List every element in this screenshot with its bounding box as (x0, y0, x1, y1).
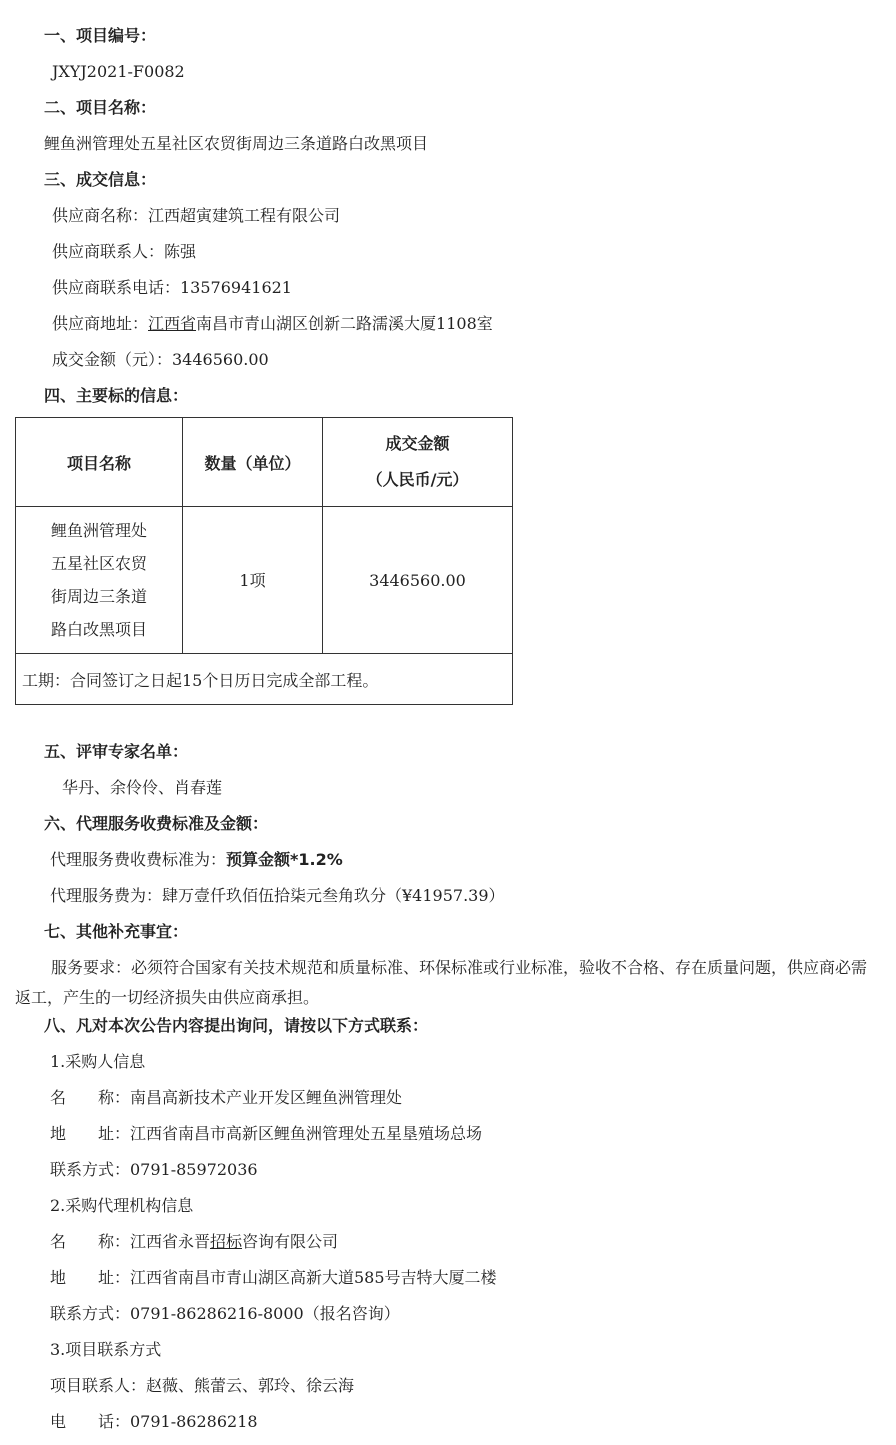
agent-name-post: 咨询有限公司 (242, 1232, 339, 1251)
section-title-project-name: 二、项目名称： (44, 98, 157, 117)
fee-standard (50, 849, 343, 871)
cell-name-line: 鲤鱼洲管理处 (50, 521, 147, 540)
supplier-address-link[interactable]: 江西省 (148, 314, 197, 333)
cell-quantity: 1项 (183, 507, 323, 654)
cell-name-line: 路白改黑项目 (50, 620, 147, 639)
agent-phone: 联系方式：0791-86286216-8000（报名咨询） (50, 1304, 400, 1323)
buyer-name: 名 称：南昌高新技术产业开发区鲤鱼洲管理处 (50, 1088, 403, 1107)
section-title-award-info: 三、成交信息： (44, 170, 157, 189)
supplier-address (52, 313, 493, 335)
project-contact-header: 3.项目联系方式 (50, 1340, 162, 1359)
cell-amount: 3446560.00 (323, 507, 513, 654)
award-amount: 成交金额（元）：3446560.00 (52, 350, 269, 369)
project-contacts: 项目联系人：赵薇、熊蕾云、郭玲、徐云海 (50, 1376, 355, 1395)
supplier-contact: 供应商联系人：陈强 (52, 242, 197, 261)
duration-note: 工期：合同签订之日起15个日历日完成全部工程。 (16, 654, 513, 705)
table-row (16, 507, 513, 654)
section-title-project-no: 一、项目编号： (44, 26, 157, 45)
section-title-other: 七、其他补充事宜： (44, 922, 189, 941)
main-subject-table (15, 417, 513, 705)
section-title-main-subject: 四、主要标的信息： (44, 386, 189, 405)
buyer-address: 地 址：江西省南昌市高新区鲤鱼洲管理处五星垦殖场总场 (50, 1124, 483, 1143)
buyer-phone: 联系方式：0791-85972036 (50, 1160, 258, 1179)
agent-name-pre: 名 称：江西省永晋 (50, 1232, 211, 1251)
fee-amount: 代理服务费为：肆万壹仟玖佰伍拾柒元叁角玖分（¥41957.39） (50, 886, 505, 905)
expert-list: 华丹、余伶伶、肖春莲 (62, 778, 223, 797)
section-title-agency-fee: 六、代理服务收费标准及金额： (44, 814, 269, 833)
fee-standard-label: 代理服务费收费标准为： (50, 850, 227, 869)
cell-name-line: 街周边三条道 (50, 587, 147, 606)
project-number: JXYJ2021-F0082 (52, 62, 185, 81)
project-name: 鲤鱼洲管理处五星社区农贸街周边三条道路白改黑项目 (44, 134, 429, 153)
supplier-address-rest: 南昌市青山湖区创新二路濡溪大厦1108室 (196, 314, 493, 333)
cell-name-line: 五星社区农贸 (50, 554, 147, 573)
supplier-address-label: 供应商地址： (52, 314, 149, 333)
col-header-name: 项目名称 (16, 418, 183, 507)
agent-header: 2.采购代理机构信息 (50, 1196, 194, 1215)
col-header-qty: 数量（单位） (183, 418, 323, 507)
section-title-experts: 五、评审专家名单： (44, 742, 189, 761)
buyer-header: 1.采购人信息 (50, 1052, 146, 1071)
supplier-name: 供应商名称：江西超寅建筑工程有限公司 (52, 206, 341, 225)
col-header-amount (323, 418, 513, 507)
col-header-amount-line2: （人民币/元） (366, 470, 469, 489)
fee-standard-value: 预算金额*1.2% (226, 850, 343, 869)
project-phone: 电 话：0791-86286218 (50, 1412, 258, 1431)
col-header-amount-line1: 成交金额 (385, 434, 450, 453)
service-requirements: 服务要求：必须符合国家有关技术规范和质量标准、环保标准或行业标准，验收不合格、存在质量问题，供应商必需返工，产生的一切经济损失由供应商承担。 (15, 958, 868, 1007)
table-header-row (16, 418, 513, 507)
supplier-phone: 供应商联系电话：13576941621 (52, 278, 292, 297)
agent-name-link[interactable]: 招标 (210, 1232, 243, 1251)
cell-project-name (16, 507, 183, 654)
table-note-row (16, 654, 513, 705)
agent-address: 地 址：江西省南昌市青山湖区高新大道585号吉特大厦二楼 (50, 1268, 497, 1287)
section-title-contact: 八、凡对本次公告内容提出询问，请按以下方式联系： (44, 1016, 429, 1035)
agent-name (50, 1231, 338, 1253)
